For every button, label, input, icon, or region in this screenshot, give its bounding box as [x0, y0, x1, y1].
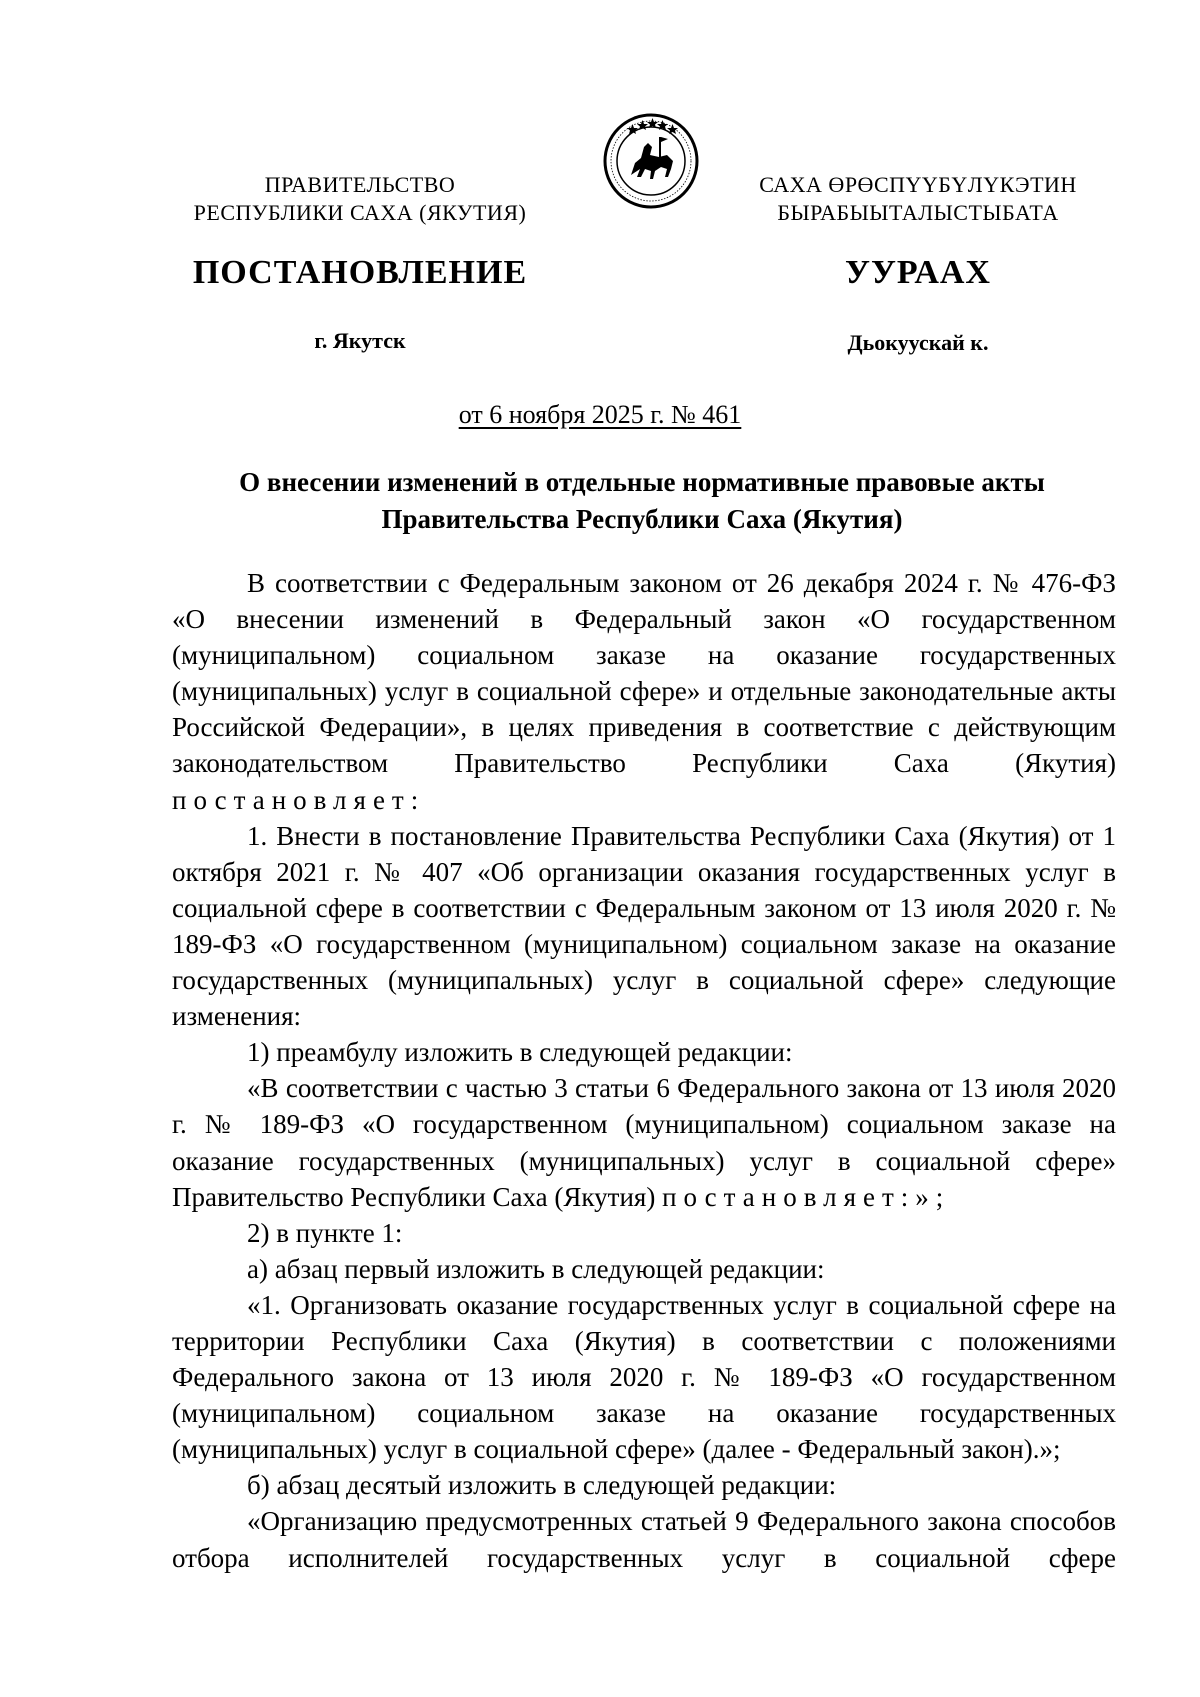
document-date-number	[0, 400, 1200, 430]
city-yakut: Дьокуускай к.	[847, 330, 989, 355]
coat-of-arms-emblem	[601, 111, 701, 211]
city-russian: г. Якутск	[314, 328, 406, 353]
subject-line1: О внесении изменений в отдельные нормативные правовые акты	[239, 467, 1045, 497]
header-right	[738, 171, 1098, 227]
header-right-line1: САХА ӨРӨСПҮҮБҮЛҮКЭТИН	[759, 172, 1077, 197]
paragraph-preamble	[172, 565, 1116, 818]
header-left-line1: ПРАВИТЕЛЬСТВО	[264, 172, 456, 197]
paragraph-sub-b: б) абзац десятый изложить в следующей редакции:	[247, 1470, 837, 1501]
paragraph-item-1: 1. Внести в постановление Правительства Республики Саха (Якутия) от 1 октября 2021 г. № 407 «Об организации оказания государственных услуг в социальной сфере в соответствии с Федеральным законом от 13 июля 2020 г. № 189-ФЗ «О государственном (муниципальном) социальном заказе на оказание государственных (муниципальных) услуг в социальной сфере» следующие изменения:	[172, 820, 1116, 1032]
paragraph-quote-item-1: «1. Организовать оказание государственных услуг в социальной сфере на территории Республики Саха (Якутия) в соответствии с положениями Федерального закона от 13 июля 2020 г. № 189-ФЗ «О государственном (муниципальном) социальном заказе на оказание государственных (муниципальных) услуг в социальной сфере» (далее - Федеральный закон).»;	[172, 1289, 1116, 1465]
decree-word: постановляет:	[172, 784, 426, 815]
document-subject	[172, 464, 1112, 538]
paragraph-quote-organization: «Организацию предусмотренных статьей 9 Федерального закона способов отбора исполнителей государственных услуг в социальной сфере	[172, 1506, 1116, 1573]
quote-preamble-text: «В соответствии с частью 3 статьи 6 Федерального закона от 13 июля 2020 г. № 189-ФЗ «О государственном (муниципальном) социальном заказе на оказание государственных (муниципальных) услуг в социальной сфере» Правительство Республики Саха (Якутия)	[172, 1073, 1116, 1212]
paragraph-sub-1: 1) преамбулу изложить в следующей редакции:	[247, 1037, 793, 1068]
document-body	[172, 565, 1116, 1576]
paragraph-sub-a: а) абзац первый изложить в следующей редакции:	[247, 1253, 825, 1284]
header-left-line2: РЕСПУБЛИКИ САХА (ЯКУТИЯ)	[193, 200, 527, 225]
coat-of-arms-icon	[601, 111, 701, 211]
header-left	[180, 171, 540, 227]
paragraph-quote-preamble	[172, 1070, 1116, 1214]
preamble-text: В соответствии с Федеральным законом от 26 декабря 2024 г. № 476-ФЗ «О внесении изменений в Федеральный закон «О государственном (муниципальном) социальном заказе на оказание государственных (муниципальных) услуг в социальной сфере» и отдельные законодательные акты Российской Федерации», в целях приведения в соответствие с действующим законодательством Правительство Республики Саха (Якутия)	[172, 568, 1116, 779]
subject-line2: Правительства Республики Саха (Якутия)	[381, 504, 903, 534]
header-right-line2: БЫРАБЫЫТАЛЫСТЫБАТА	[777, 200, 1059, 225]
paragraph-sub-2: 2) в пункте 1:	[247, 1217, 403, 1248]
date-line: от 6 ноября 2025 г. № 461	[458, 400, 742, 429]
title-yakut: УУРААХ	[845, 254, 991, 291]
title-russian: ПОСТАНОВЛЕНИЕ	[192, 254, 528, 291]
decree-word-quoted: постановляет:»;	[662, 1181, 951, 1212]
